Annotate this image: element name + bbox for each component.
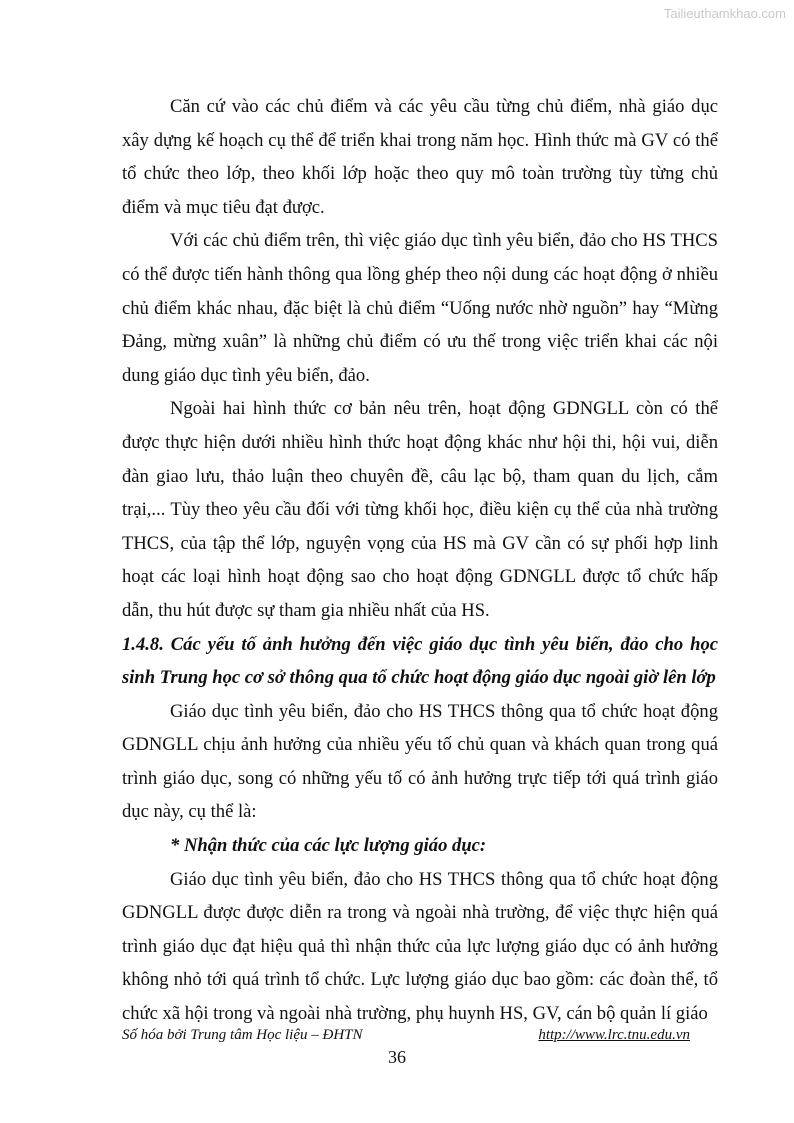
body-text	[122, 90, 718, 1031]
page-number: 36	[388, 1047, 406, 1067]
watermark: Tailieuthamkhao.com	[663, 6, 786, 21]
paragraph-2: Với các chủ điểm trên, thì việc giáo dục tình yêu biển, đảo cho HS THCS có thể được tiến hành thông qua lồng ghép theo nội dung các hoạt động ở nhiều chủ điểm khác nhau, đặc biệt là chủ điểm “Uống nước nhờ nguồn” hay “Mừng Đảng, mừng xuân” là những chủ điểm có ưu thế trong việc triển khai các nội dung giáo dục tình yêu biển, đảo.	[122, 230, 718, 386]
section-intro: Giáo dục tình yêu biển, đảo cho HS THCS thông qua tổ chức hoạt động GDNGLL chịu ảnh hưởng của nhiều yếu tố chủ quan và khách quan trong quá trình giáo dục, song có những yếu tố có ảnh hưởng trực tiếp tới quá trình giáo dục này, cụ thể là:	[122, 700, 718, 823]
footer-source: Số hóa bởi Trung tâm Học liệu – ĐHTN	[122, 1027, 363, 1043]
subheading: * Nhận thức của các lực lượng giáo dục:	[170, 835, 487, 857]
section-heading: 1.4.8. Các yếu tố ảnh hưởng đến việc giáo dục tình yêu biển, đảo cho học sinh Trung học cơ sở thông qua tổ chức hoạt động giáo dục ngoài giờ lên lớp	[122, 633, 718, 689]
paragraph-1: Căn cứ vào các chủ điểm và các yêu cầu từng chủ điểm, nhà giáo dục xây dựng kế hoạch cụ thể để triển khai trong năm học. Hình thức mà GV có thể tổ chức theo lớp, theo khối lớp hoặc theo quy mô toàn trường tùy từng chủ điểm và mục tiêu đạt được.	[122, 96, 718, 218]
sub-paragraph: Giáo dục tình yêu biển, đảo cho HS THCS thông qua tổ chức hoạt động GDNGLL được được diễn ra trong và ngoài nhà trường, để việc thực hiện quá trình giáo dục đạt hiệu quả thì nhận thức của lực lượng giáo dục có ảnh hưởng không nhỏ tới quá trình tổ chức. Lực lượng giáo dục bao gồm: các đoàn thể, tổ chức xã hội trong và ngoài nhà trường, phụ huynh HS, GV, cán bộ quản lí giáo	[122, 868, 718, 1025]
footer-link[interactable]: http://www.lrc.tnu.edu.vn	[538, 1027, 690, 1043]
paragraph-3: Ngoài hai hình thức cơ bản nêu trên, hoạt động GDNGLL còn có thể được thực hiện dưới nhiều hình thức hoạt động khác như hội thi, hội vui, diễn đàn giao lưu, thảo luận theo chuyên đề, câu lạc bộ, tham quan du lịch, cắm trại,... Tùy theo yêu cầu đối với từng khối học, điều kiện cụ thể của nhà trường THCS, của tập thể lớp, nguyện vọng của HS mà GV cần có sự phối hợp linh hoạt các loại hình hoạt động sao cho hoạt động GDNGLL được tổ chức hấp dẫn, thu hút được sự tham gia nhiều nhất của HS.	[122, 398, 718, 621]
